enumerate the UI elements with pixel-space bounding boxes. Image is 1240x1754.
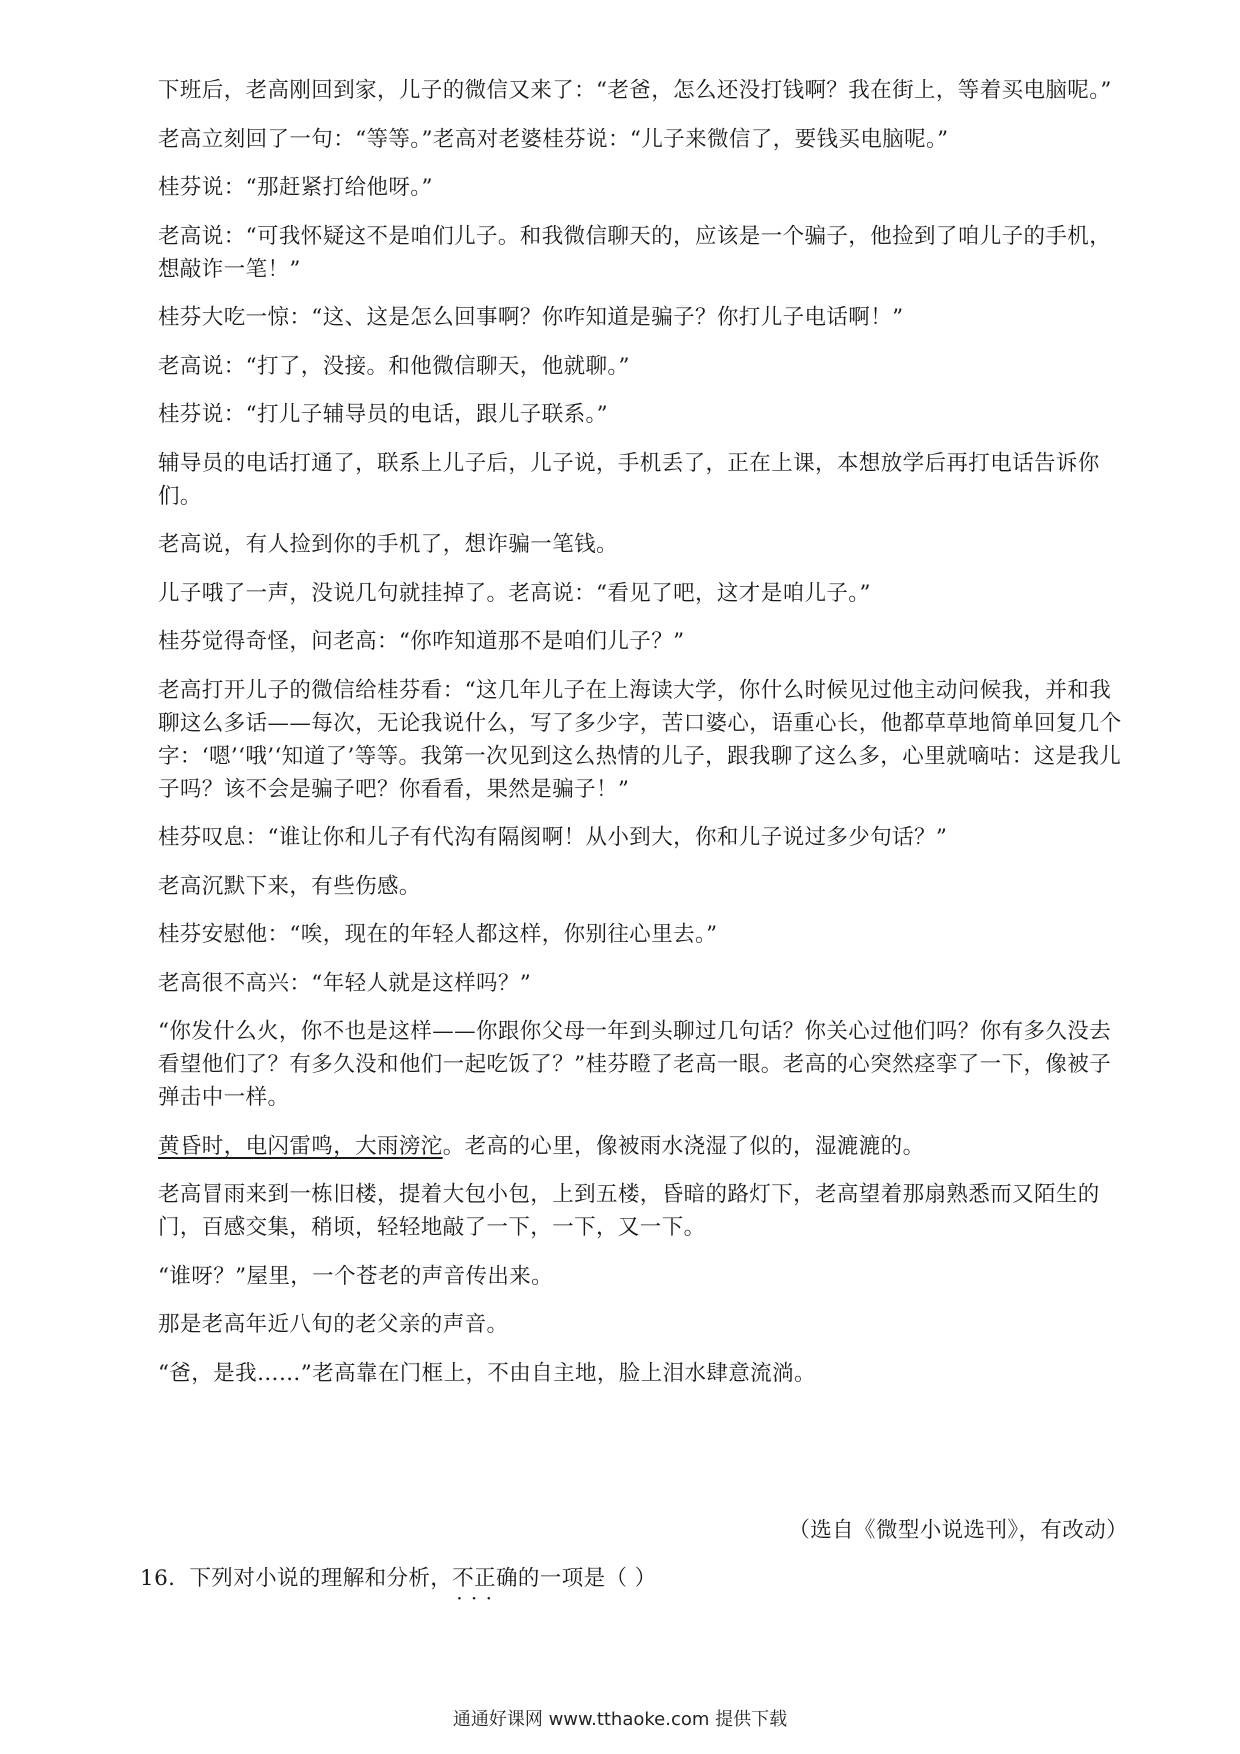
paragraph-dusk (158, 1130, 1128, 1163)
paragraph: “你发什么火，你不也是这样——你跟你父母一年到头聊过几句话？你关心过他们吗？你有多久没去看望他们了？有多久没和他们一起吃饭了？”桂芬瞪了老高一眼。老高的心突然痉挛了一下，像被子弹击中一样。 (158, 1019, 1112, 1110)
paragraph: 老高立刻回了一句：“等等。”老高对老婆桂芬说：“儿子来微信了，要钱买电脑呢。” (158, 126, 949, 152)
paragraph: 辅导员的电话打通了，联系上儿子后，儿子说，手机丢了，正在上课，本想放学后再打电话告诉你们。 (158, 450, 1100, 509)
paragraph: 老高冒雨来到一栋旧楼，提着大包小包，上到五楼，昏暗的路灯下，老高望着那扇熟悉而又陌生的门，百感交集，稍顷，轻轻地敲了一下，一下，又一下。 (158, 1182, 1100, 1240)
paragraph: 老高说：“可我怀疑这不是咱们儿子。和我微信聊天的，应该是一个骗子，他捡到了咱儿子的手机，想敲诈一笔！” (158, 223, 1112, 282)
paragraph: 老高沉默下来，有些伤感。 (158, 873, 421, 899)
paragraph: 老高打开儿子的微信给桂芬看：“这几年儿子在上海读大学，你什么时候见过他主动问候我，并和我聊这么多话——每次，无论我说什么，写了多少字，苦口婆心，语重心长，他都草草地简单回复几个字：‘嗯’‘哦’‘知道了’等等。我第一次见到这么热情的儿子，跟我聊了这么多，心里就嘀咕：这是我儿子吗？该不会是骗子吧？你看看，果然是骗子！” (158, 677, 1122, 802)
paragraph: 桂芬觉得奇怪，问老高：“你咋知道那不是咱们儿子？” (158, 629, 685, 654)
paragraph: 老高很不高兴：“年轻人就是这样吗？” (158, 970, 532, 996)
paragraph: 桂芬说：“打儿子辅导员的电话，跟儿子联系。” (158, 402, 609, 427)
paragraph: “爸，是我……”老高靠在门框上，不由自主地，脸上泪水肆意流淌。 (158, 1360, 816, 1386)
question-number: 16. (140, 1566, 176, 1591)
paragraph: 桂芬说：“那赶紧打给他呀。” (158, 175, 433, 200)
question-text-before: 下列对小说的理解和分析， (189, 1566, 453, 1591)
paragraph: “谁呀？”屋里，一个苍老的声音传出来。 (158, 1263, 554, 1289)
underlined-phrase: 黄昏时，电闪雷鸣，大雨滂沱 (158, 1133, 443, 1159)
source-citation: （选自《微型小说选刊》，有改动） (788, 1518, 1128, 1543)
paragraph: 桂芬安慰他：“唉，现在的年轻人都这样，你别往心里去。” (158, 922, 718, 947)
paragraph: 老高说，有人捡到你的手机了，想诈骗一笔钱。 (158, 532, 618, 557)
paragraph: 桂芬叹息：“谁让你和儿子有代沟有隔阂啊！从小到大，你和儿子说过多少句话？” (158, 825, 948, 850)
question-16 (140, 1562, 657, 1595)
story-text (158, 74, 1128, 1405)
paragraph: 下班后，老高刚回到家，儿子的微信又来了：“老爸，怎么还没打钱啊？我在街上，等着买电脑呢。” (158, 78, 1112, 103)
paragraph-dusk-rest: 。老高的心里，像被雨水浇湿了似的，湿漉漉的。 (442, 1133, 925, 1159)
emphasized-text: 不正确 · · · (452, 1566, 518, 1591)
question-text-after: 的一项是（ ） (517, 1566, 657, 1591)
paragraph: 桂芬大吃一惊：“这、这是怎么回事啊？你咋知道是骗子？你打儿子电话啊！” (158, 305, 904, 330)
paragraph: 老高说：“打了，没接。和他微信聊天，他就聊。” (158, 353, 630, 379)
paragraph: 儿子哦了一声，没说几句就挂掉了。老高说：“看见了吧，这才是咱儿子。” (158, 580, 871, 606)
paragraph: 那是老高年近八旬的老父亲的声音。 (158, 1312, 509, 1337)
footer-source: 通通好课网 www.tthaoke.com 提供下载 (452, 1709, 788, 1730)
